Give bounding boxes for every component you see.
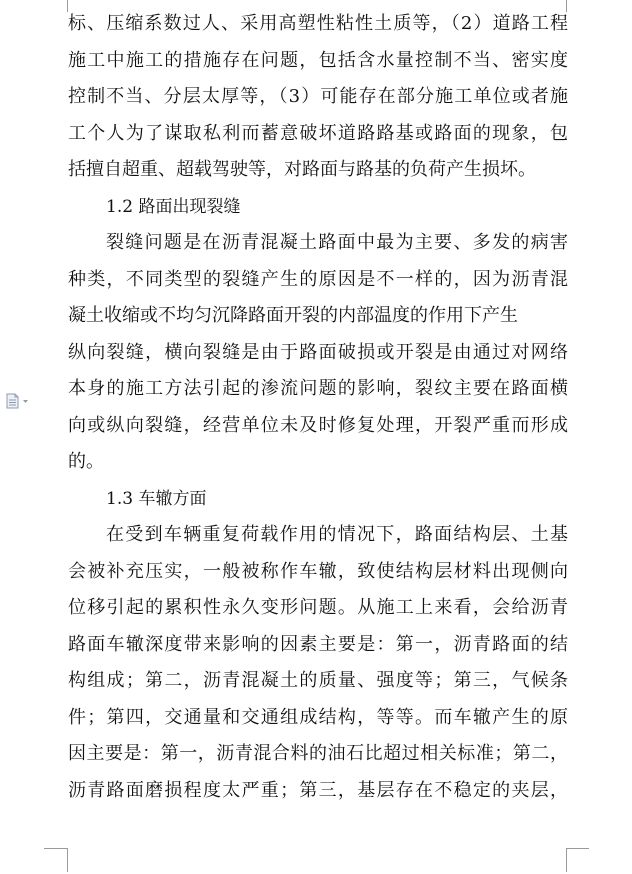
- text-line: 向或纵向裂缝，经营单位未及时修复处理，开裂严重而形成: [68, 414, 568, 436]
- section-heading-1-2: 1.2 路面出现裂缝: [106, 196, 241, 217]
- text-line: 路面车辙深度带来影响的因素主要是：第一，沥青路面的结: [68, 633, 568, 655]
- text-line: 纵向裂缝，横向裂缝是由于路面破损或开裂是由通过对网络: [68, 341, 568, 363]
- text-line: 件；第四，交通量和交通组成结构，等等。而车辙产生的原: [68, 706, 568, 728]
- text-line: 施工中施工的措施存在问题，包括含水量控制不当、密实度: [68, 49, 568, 71]
- text-line: 凝土收缩或不均匀沉降路面开裂的内部温度的作用下产生: [68, 305, 518, 326]
- crop-mark-bottom-right-v: [566, 848, 567, 872]
- crop-mark-bottom-right-h: [567, 848, 589, 849]
- document-body: [68, 6, 568, 809]
- text-line: 工个人为了谋取私利而蓄意破坏道路路基或路面的现象，包: [68, 122, 568, 144]
- text-line: 的。: [68, 451, 104, 472]
- text-line: 在受到车辆重复荷载作用的情况下，路面结构层、土基: [106, 524, 568, 545]
- text-line: 因主要是：第一，沥青混合料的油石比超过相关标准；第二，: [68, 743, 568, 764]
- section-heading-1-3: 1.3 车辙方面: [106, 488, 207, 509]
- text-line: 会被补充压实，一般被称作车辙，致使结构层材料出现侧向: [68, 560, 568, 582]
- text-line: 构组成；第二，沥青混凝土的质量、强度等；第三，气候条: [68, 670, 568, 691]
- text-line: 裂缝问题是在沥青混凝土路面中最为主要、多发的病害: [106, 232, 568, 253]
- text-line: 控制不当、分层太厚等，（3）可能存在部分施工单位或者施: [68, 86, 568, 107]
- text-line: 括擅自超重、超载驾驶等，对路面与路基的负荷产生损坏。: [68, 159, 536, 180]
- text-line: 种类，不同类型的裂缝产生的原因是不一样的，因为沥青混: [68, 268, 568, 290]
- document-icon: [6, 393, 36, 409]
- crop-mark-bottom-left-v: [67, 848, 68, 872]
- text-line: 沥青路面磨损程度太严重；第三，基层存在不稳定的夹层，: [68, 779, 568, 801]
- paragraph-continuation: [68, 6, 568, 189]
- paragraph-cracks: [68, 225, 568, 481]
- chevron-down-icon: [23, 400, 28, 403]
- text-line: 位移引起的累积性永久变形问题。从施工上来看，会给沥青: [68, 597, 568, 618]
- paragraph-options-button[interactable]: [6, 393, 36, 409]
- crop-mark-bottom-left-h: [44, 848, 67, 849]
- text-line: 标、压缩系数过人、采用高塑性粘性土质等，（2）道路工程: [68, 13, 568, 34]
- paragraph-rutting: [68, 517, 568, 809]
- text-line: 本身的施工方法引起的渗流问题的影响，裂纹主要在路面横: [68, 378, 568, 399]
